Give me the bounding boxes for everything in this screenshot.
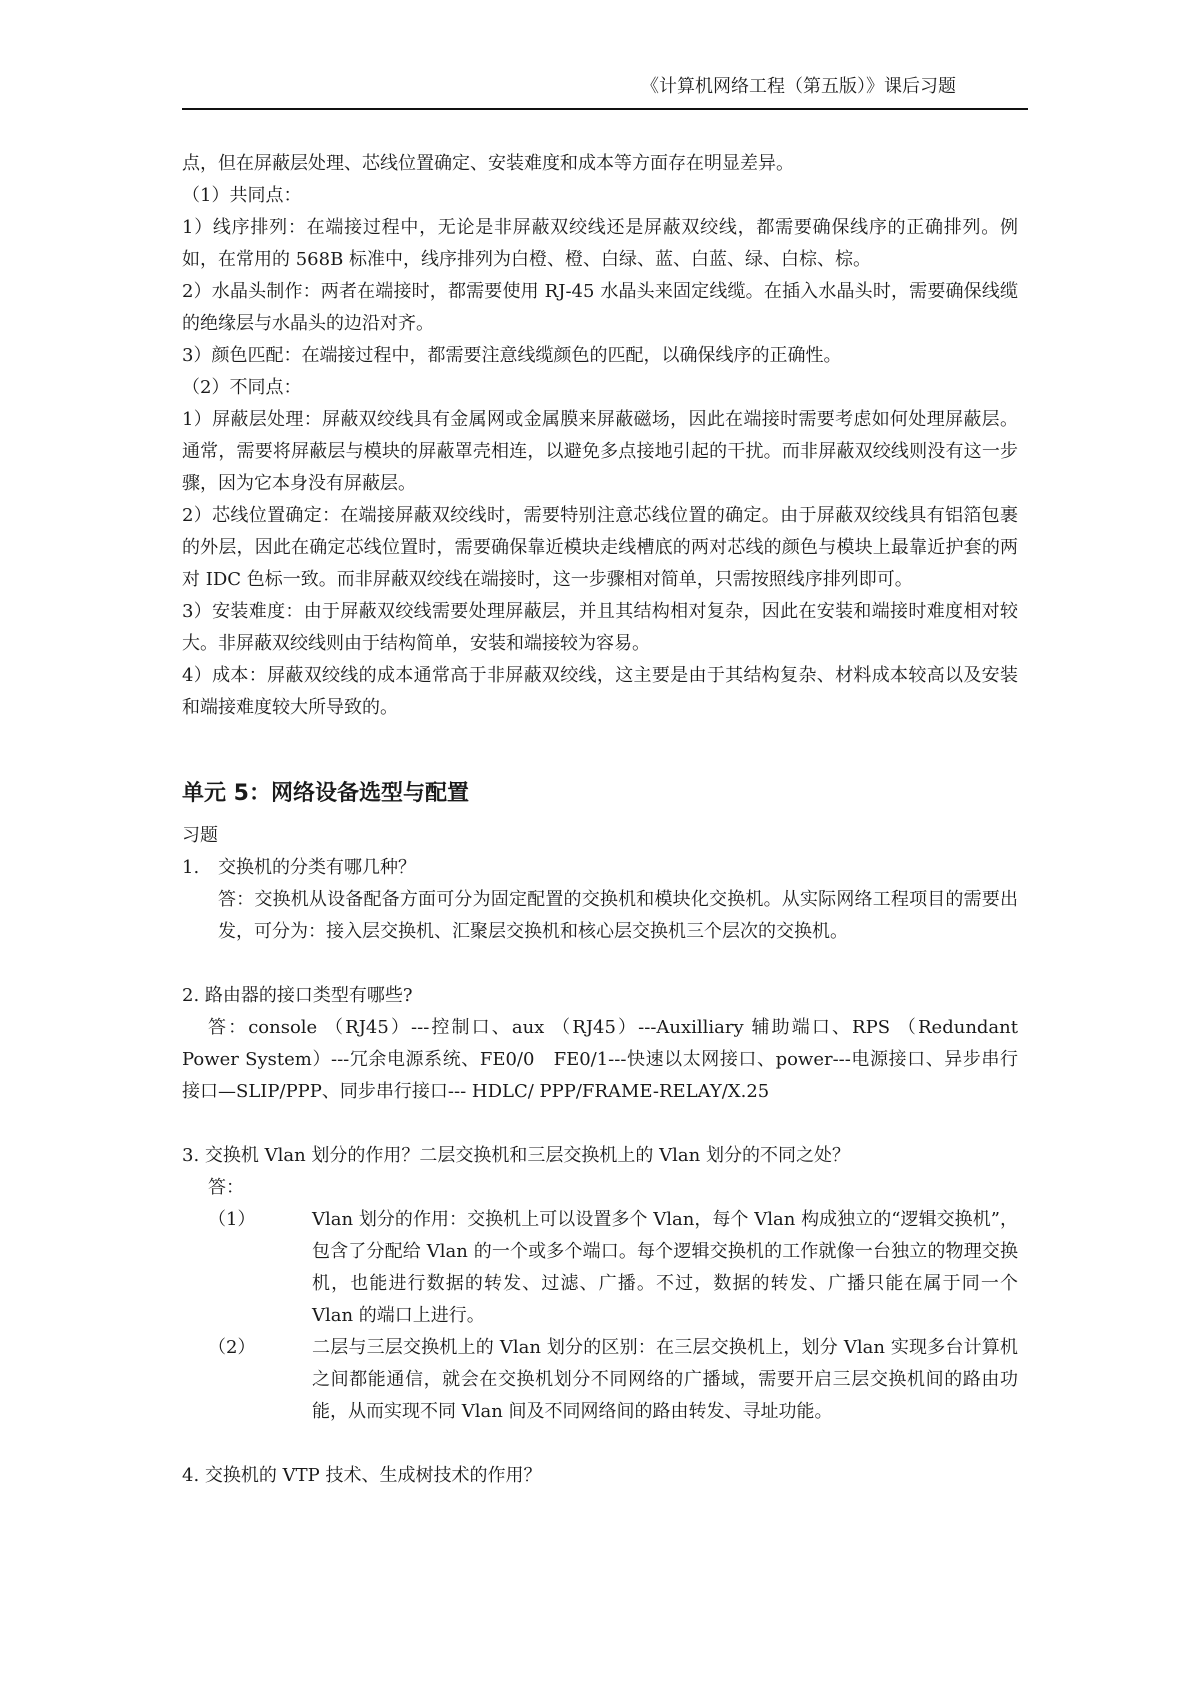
answer-3-item	[208, 1332, 1018, 1428]
common-point: 1）线序排列：在端接过程中，无论是非屏蔽双绞线还是屏蔽双绞线，都需要确保线序的正确排列。例如，在常用的 568B 标准中，线序排列为白橙、橙、白绿、蓝、白蓝、绿、白棕、棕。	[182, 217, 1018, 270]
common-point: 2）水晶头制作：两者在端接时，都需要使用 RJ-45 水晶头来固定线缆。在插入水晶头时，需要确保线缆的绝缘层与水晶头的边沿对齐。	[182, 281, 1018, 334]
difference-point: 2）芯线位置确定：在端接屏蔽双绞线时，需要特别注意芯线位置的确定。由于屏蔽双绞线具有铝箔包裹的外层，因此在确定芯线位置时，需要确保靠近模块走线槽底的两对芯线的颜色与模块上最靠近护套的两对 IDC 色标一致。而非屏蔽双绞线在端接时，这一步骤相对简单，只需按照线序排列即可。	[182, 505, 1018, 590]
spacer	[182, 1428, 1018, 1460]
differences-title: （2）不同点：	[182, 377, 302, 398]
answer-1: 答：交换机从设备配备方面可分为固定配置的交换机和模块化交换机。从实际网络工程项目的需要出发，可分为：接入层交换机、汇聚层交换机和核心层交换机三个层次的交换机。	[218, 889, 1018, 942]
item-number: （1）	[208, 1209, 256, 1230]
unit-title: 单元 5：网络设备选型与配置	[182, 781, 469, 806]
intro-lead: 点，但在屏蔽层处理、芯线位置确定、安装难度和成本等方面存在明显差异。	[182, 153, 794, 174]
question-number: 1.	[182, 857, 200, 878]
difference-point: 3）安装难度：由于屏蔽双绞线需要处理屏蔽层，并且其结构相对复杂，因此在安装和端接时难度相对较大。非屏蔽双绞线则由于结构简单，安装和端接较为容易。	[182, 601, 1018, 654]
answer-3-item	[208, 1204, 1018, 1332]
spacer	[182, 1108, 1018, 1140]
answer-2: 答：console （RJ45）---控制口、aux （RJ45）---Auxilliary 辅助端口、RPS （Redundant Power System）---冗余电源系统、FE0/0 FE0/1---快速以太网接口、power---电源接口、异步串行接口—SLIP/PPP、同步串行接口--- HDLC/ PPP/FRAME-RELAY/X.25	[182, 1017, 1018, 1102]
question-4: 4. 交换机的 VTP 技术、生成树技术的作用？	[182, 1465, 542, 1486]
difference-point: 1）屏蔽层处理：屏蔽双绞线具有金属网或金属膜来屏蔽磁场，因此在端接时需要考虑如何处理屏蔽层。通常，需要将屏蔽层与模块的屏蔽罩壳相连，以避免多点接地引起的干扰。而非屏蔽双绞线则没有这一步骤，因为它本身没有屏蔽层。	[182, 409, 1018, 494]
running-header	[182, 74, 1028, 100]
common-points-title: （1）共同点：	[182, 185, 302, 206]
item-text: 二层与三层交换机上的 Vlan 划分的区别：在三层交换机上，划分 Vlan 实现多台计算机之间都能通信，就会在交换机划分不同网络的广播域，需要开启三层交换机间的路由功能，从而实现不同 Vlan 间及不同网络间的路由转发、寻址功能。	[312, 1337, 1018, 1422]
question-text: 交换机的分类有哪几种？	[218, 857, 416, 878]
header-rule	[182, 108, 1028, 110]
common-point: 3）颜色匹配：在端接过程中，都需要注意线缆颜色的匹配，以确保线序的正确性。	[182, 345, 842, 366]
item-text: Vlan 划分的作用：交换机上可以设置多个 Vlan，每个 Vlan 构成独立的“逻辑交换机”，包含了分配给 Vlan 的一个或多个端口。每个逻辑交换机的工作就像一台独立的物理交换机，也能进行数据的转发、过滤、广播。不过，数据的转发、广播只能在属于同一个 Vlan 的端口上进行。	[312, 1209, 1018, 1326]
spacer	[182, 948, 1018, 980]
item-number: （2）	[208, 1337, 256, 1358]
answer-3-label: 答：	[208, 1177, 244, 1198]
page-body	[182, 148, 1018, 1492]
question-1	[182, 852, 1018, 884]
book-title: 《计算机网络工程（第五版）》课后习题	[641, 76, 956, 97]
difference-point: 4）成本：屏蔽双绞线的成本通常高于非屏蔽双绞线，这主要是由于其结构复杂、材料成本较高以及安装和端接难度较大所导致的。	[182, 665, 1018, 718]
question-2: 2. 路由器的接口类型有哪些?	[182, 985, 413, 1006]
exercise-label: 习题	[182, 825, 218, 846]
question-3: 3. 交换机 Vlan 划分的作用？二层交换机和三层交换机上的 Vlan 划分的不同之处？	[182, 1145, 850, 1166]
